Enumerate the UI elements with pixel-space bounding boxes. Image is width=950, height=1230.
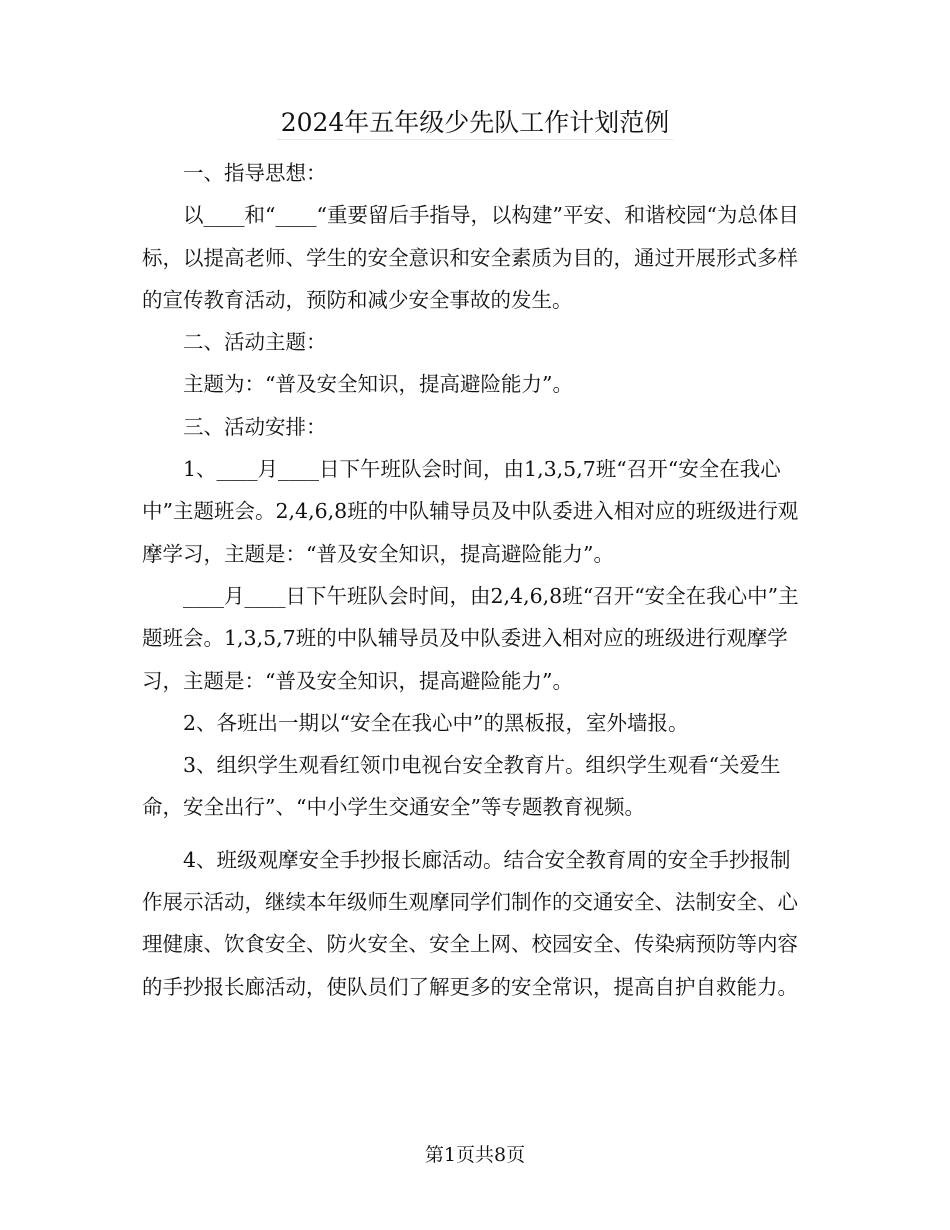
document-body xyxy=(142,152,810,1008)
paragraph-arrangement-2: 2、各班出一期以“安全在我心中”的黑板报，室外墙报。 xyxy=(183,710,689,735)
document-title xyxy=(0,103,950,143)
section-heading-activity-arrangement: 三、活动安排： xyxy=(183,414,327,439)
paragraph-arrangement-1: 1、____月____日下午班队会时间，由1,3,5,7班“召开“安全在我心中”主题班会。2,4,6,8班的中队辅导员及中队委进入相对应的班级进行观摩学习，主题是：“普及安全知识，提高避险能力”。 xyxy=(142,457,799,566)
document-title-text: 2024年五年级少先队工作计划范例 xyxy=(277,108,674,140)
page-footer: 第1页共8页 xyxy=(424,1144,526,1166)
section-heading-guiding-ideology: 一、指导思想： xyxy=(183,161,327,185)
paragraph-arrangement-4: 4、班级观摩安全手抄报长廊活动。结合安全教育周的安全手抄报制作展示活动，继续本年级师生观摩同学们制作的交通安全、法制安全、心理健康、饮食安全、防火安全、安全上网、校园安全、传染病预防等内容的手抄报长廊活动，使队员们了解更多的安全常识，提高自护自救能力。 xyxy=(142,847,798,999)
paragraph-arrangement-3: 3、组织学生观看红领巾电视台安全教育片。组织学生观看“关爱生命，安全出行”、“中小学生交通安全”等专题教育视频。 xyxy=(142,753,781,820)
paragraph-activity-theme: 主题为：“普及安全知识，提高避险能力”。 xyxy=(183,372,573,397)
paragraph-arrangement-1b: ____月____日下午班队会时间，由2,4,6,8班“召开“安全在我心中”主题班会。1,3,5,7班的中队辅导员及中队委进入相对应的班级进行观摩学习，主题是：“普及安全知识，提高避险能力”。 xyxy=(142,583,799,693)
paragraph-guiding-ideology: 以____和“____“重要留后手指导，以构建”平安、和谐校园“为总体目标，以提高老师、学生的安全意识和安全素质为目的，通过开展形式多样的宣传教育活动，预防和减少安全事故的发生。 xyxy=(142,203,799,312)
section-heading-activity-theme: 二、活动主题： xyxy=(183,330,327,355)
